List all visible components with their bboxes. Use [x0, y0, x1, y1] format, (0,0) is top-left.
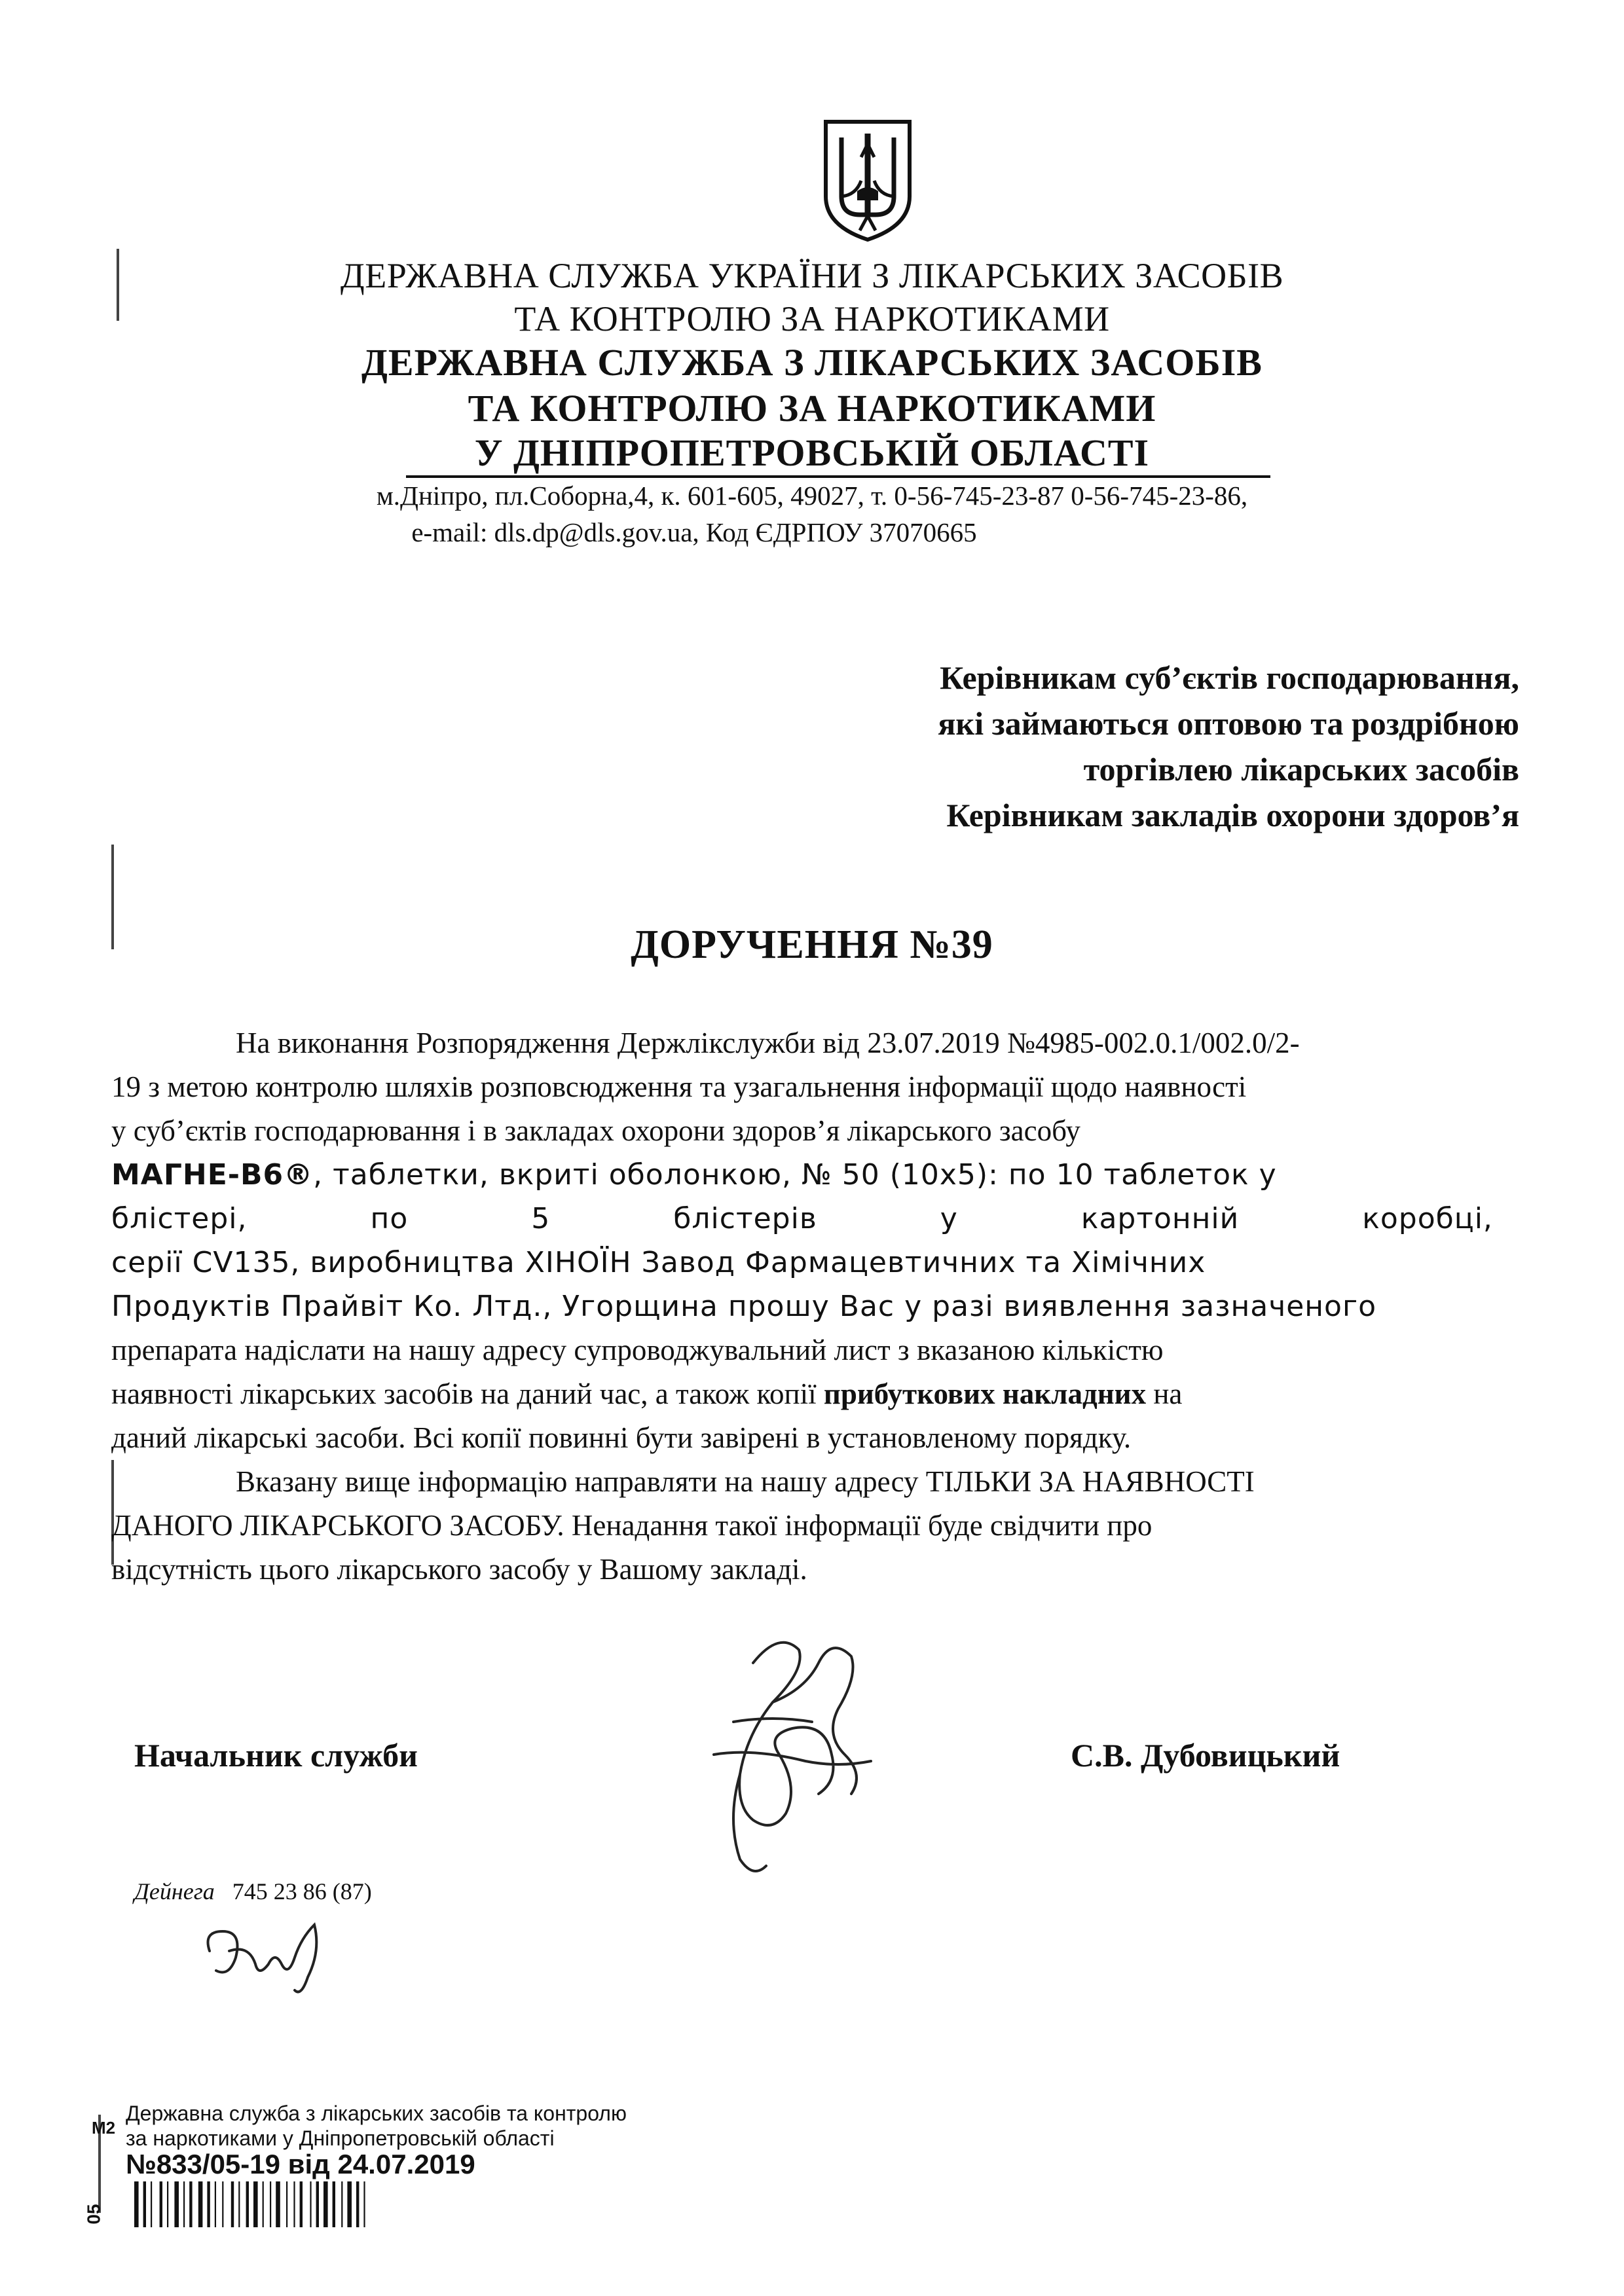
document-title: ДОРУЧЕННЯ №39: [631, 922, 993, 967]
barcode-bar: [263, 2181, 264, 2227]
drug-word: блістерів: [673, 1202, 817, 1235]
body-line: препарата надіслати на нашу адресу супроводжувальний лист з вказаною кількістю: [111, 1334, 1164, 1366]
contact-line-2: e-mail: dls.dp@dls.gov.ua, Код ЄДРПОУ 37070665: [411, 517, 977, 547]
barcode-bar: [134, 2181, 139, 2227]
barcode-bar: [151, 2181, 152, 2227]
addressee-block: [938, 655, 1519, 838]
contact-line-1: м.Дніпро, пл.Соборна,4, к. 601-605, 49027, т. 0-56-745-23-87 0-56-745-23-86,: [376, 481, 1248, 511]
barcode: [134, 2181, 501, 2227]
barcode-bar: [167, 2181, 168, 2227]
drug-line-4: Продуктів Прайвіт Ко. Лтд., Угорщина прошу Вас у разі виявлення зазначеного: [111, 1290, 1377, 1323]
drug-description: , таблетки, вкриті оболонкою, № 50 (10х5): по 10 таблеток у: [313, 1158, 1277, 1192]
barcode-bar: [293, 2181, 295, 2227]
agency-name-line-2: ТА КОНТРОЛЮ ЗА НАРКОТИКАМИ: [514, 299, 1110, 338]
agency-name-line-1: ДЕРЖАВНА СЛУЖБА УКРАЇНИ З ЛІКАРСЬКИХ ЗАСОБІВ: [340, 256, 1284, 295]
coat-of-arms-icon: [822, 118, 913, 242]
side-code: 05: [83, 2204, 104, 2225]
barcode-bar: [215, 2181, 216, 2227]
drug-word: 5: [531, 1202, 551, 1235]
barcode-bar: [270, 2181, 271, 2227]
body-line: На виконання Розпорядження Держлікслужби від 23.07.2019 №4985-002.0.1/002.0/2-: [236, 1027, 1300, 1059]
addressee-line-3: торгівлею лікарських засобів: [1083, 751, 1519, 788]
addressee-line-2: які займаються оптовою та роздрібною: [938, 705, 1519, 742]
drug-word: коробці,: [1362, 1202, 1493, 1235]
addressee-line-4: Керівникам закладів охорони здоров’я: [946, 797, 1519, 833]
signatory-position: Начальник служби: [134, 1737, 418, 1774]
drug-word: у: [940, 1202, 958, 1235]
barcode-bar: [363, 2181, 365, 2227]
barcode-bar: [183, 2181, 185, 2227]
barcode-bar: [253, 2181, 258, 2227]
regional-office-line-1: ДЕРЖАВНА СЛУЖБА З ЛІКАРСЬКИХ ЗАСОБІВ: [361, 341, 1263, 384]
margin-code: М2: [92, 2118, 116, 2138]
document-body: [111, 1021, 1493, 1592]
barcode-bar: [246, 2181, 249, 2227]
invoice-emphasis: прибуткових накладних: [823, 1377, 1147, 1410]
barcode-bar: [341, 2181, 342, 2227]
barcode-bar: [347, 2181, 352, 2227]
body-line: відсутність цього лікарського засобу у Вашому закладі.: [111, 1553, 807, 1586]
executor-line: [134, 1878, 372, 1905]
barcode-bar: [276, 2181, 280, 2227]
addressee-line-1: Керівникам суб’єктів господарювання,: [940, 659, 1519, 696]
body-line: [111, 1372, 1493, 1416]
barcode-bar: [300, 2181, 303, 2227]
body-text: наявності лікарських засобів на даний час, а також копії: [111, 1377, 817, 1410]
body-text: на: [1153, 1377, 1183, 1410]
barcode-bar: [231, 2181, 234, 2227]
drug-line-3: серії CV135, виробництва ХІНОЇН Завод Фармацевтичних та Хімічних: [111, 1246, 1206, 1279]
barcode-bar: [316, 2181, 319, 2227]
barcode-bar: [333, 2181, 335, 2227]
executor-name: Дейнега: [134, 1878, 215, 1904]
barcode-bar: [174, 2181, 179, 2227]
signatory-name: С.В. Дубовицький: [1071, 1737, 1340, 1774]
barcode-bar: [222, 2181, 223, 2227]
drug-line-2: [111, 1197, 1493, 1241]
barcode-bar: [143, 2181, 146, 2227]
registration-stamp-line-2: за наркотиками у Дніпропетровській області: [126, 2126, 555, 2150]
body-line: ДАНОГО ЛІКАРСЬКОГО ЗАСОБУ. Ненадання такої інформації буде свідчити про: [111, 1509, 1153, 1542]
drug-word: блістері,: [111, 1202, 248, 1235]
barcode-bar: [189, 2181, 192, 2227]
barcode-bar: [160, 2181, 162, 2227]
regional-office-line-2: ТА КОНТРОЛЮ ЗА НАРКОТИКАМИ: [468, 387, 1156, 429]
body-line: Вказану вище інформацію направляти на нашу адресу ТІЛЬКИ ЗА НАЯВНОСТІ: [236, 1465, 1255, 1498]
executor-initials: [196, 1912, 341, 2003]
registration-number: №833/05-19 від 24.07.2019: [126, 2149, 475, 2179]
barcode-bar: [238, 2181, 240, 2227]
barcode-bar: [198, 2181, 203, 2227]
body-line: 19 з метою контролю шляхів розповсюдження та узагальнення інформації щодо наявності: [111, 1070, 1247, 1103]
drug-line-1: [111, 1153, 1493, 1197]
regional-office-line-3: У ДНІПРОПЕТРОВСЬКІЙ ОБЛАСТІ: [474, 431, 1150, 474]
barcode-bar: [286, 2181, 287, 2227]
barcode-bar: [356, 2181, 359, 2227]
executor-phone: 745 23 86 (87): [232, 1878, 372, 1904]
registration-stamp-line-1: Державна служба з лікарських засобів та контролю: [126, 2102, 627, 2125]
body-line: даний лікарські засоби. Всі копії повинні бути завірені в установленому порядку.: [111, 1421, 1132, 1454]
barcode-bar: [310, 2181, 311, 2227]
drug-name: МАГНЕ-В6®: [111, 1158, 314, 1192]
barcode-bar: [207, 2181, 210, 2227]
drug-word: по: [370, 1202, 409, 1235]
body-line: у суб’єктів господарювання і в закладах охорони здоров’я лікарського засобу: [111, 1114, 1080, 1147]
drug-word: картонній: [1080, 1202, 1240, 1235]
barcode-bar: [323, 2181, 328, 2227]
handwritten-signature: [674, 1624, 891, 1886]
